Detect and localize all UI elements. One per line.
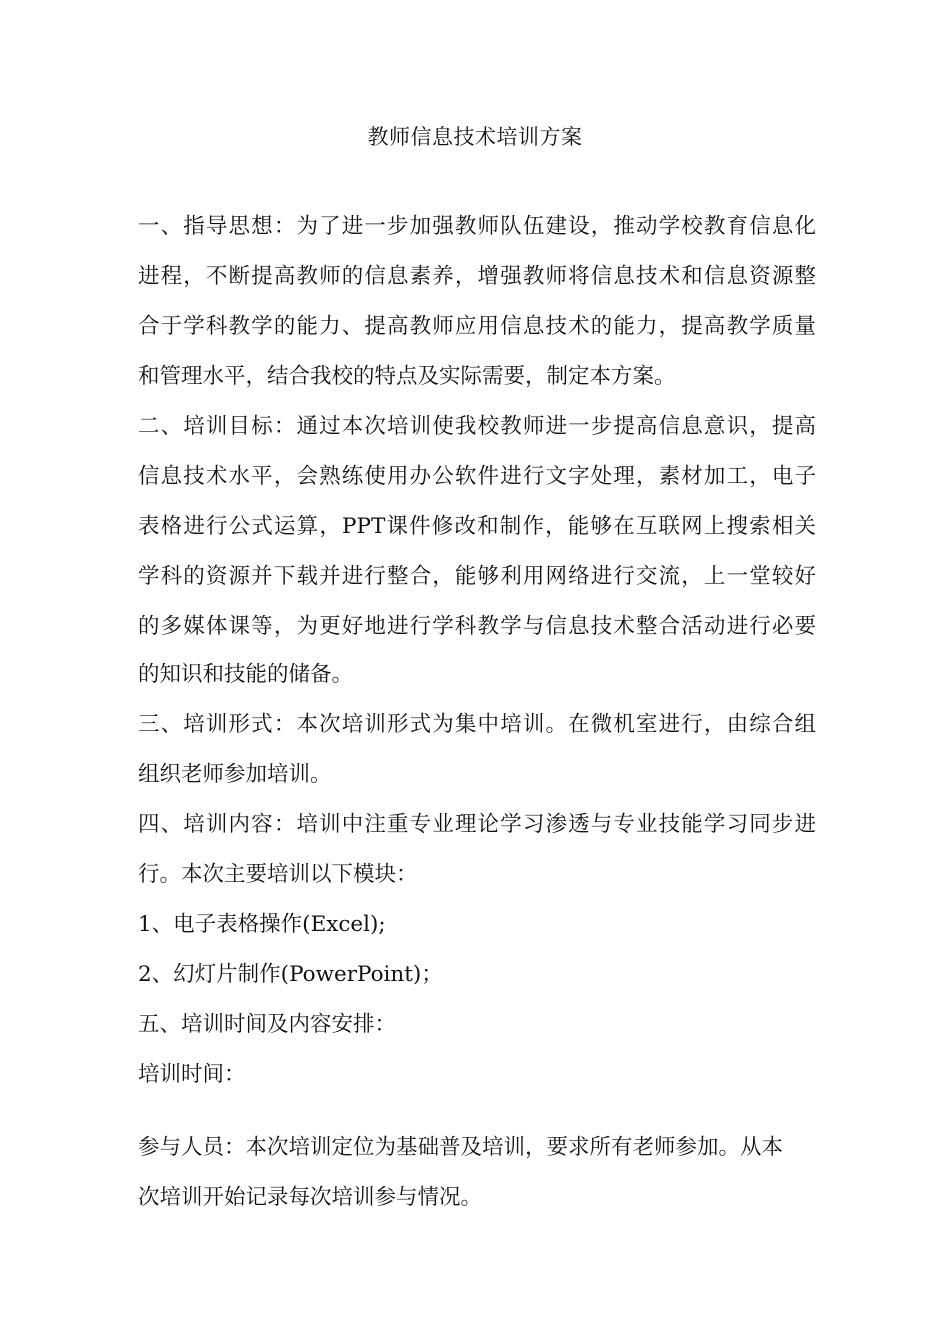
text-line: 次培训开始记录每次培训参与情况。 <box>138 1185 483 1210</box>
text-line: 的多媒体课等，为更好地进行学科教学与信息技术整合活动进行必要 <box>138 614 816 639</box>
text-line: 参与人员：本次培训定位为基础普及培训，要求所有老师参加。从本 <box>138 1135 784 1160</box>
text-line: 组织老师参加培训。 <box>138 762 332 787</box>
text-line: 信息技术水平，会熟练使用办公软件进行文字处理，素材加工，电子 <box>138 464 816 489</box>
text-line: 2、幻灯片制作(PowerPoint)； <box>138 962 443 987</box>
text-line: 五、培训时间及内容安排： <box>138 1012 397 1037</box>
document-title: 教师信息技术培训方案 <box>367 125 583 149</box>
text-line: 二、培训目标：通过本次培训使我校教师进一步提高信息意识，提高 <box>138 414 816 439</box>
text-line: 行。本次主要培训以下模块： <box>138 862 418 887</box>
text-line: 学科的资源并下载并进行整合，能够利用网络进行交流，上一堂较好 <box>138 564 816 589</box>
text-line: 培训时间： <box>138 1062 246 1087</box>
text-line: 四、培训内容：培训中注重专业理论学习渗透与专业技能学习同步进 <box>138 812 816 837</box>
text-line: 和管理水平，结合我校的特点及实际需要，制定本方案。 <box>138 364 676 389</box>
text-line: 1、电子表格操作(Excel); <box>138 912 386 937</box>
text-line: 三、培训形式：本次培训形式为集中培训。在微机室进行，由综合组 <box>138 712 816 737</box>
text-line: 表格进行公式运算，PPT课件修改和制作，能够在互联网上搜索相关 <box>138 514 816 539</box>
text-line: 的知识和技能的储备。 <box>138 662 354 687</box>
text-line: 一、指导思想：为了进一步加强教师队伍建设，推动学校教育信息化 <box>138 214 816 239</box>
text-line: 合于学科教学的能力、提高教师应用信息技术的能力，提高教学质量 <box>138 314 816 339</box>
text-line: 进程，不断提高教师的信息素养，增强教师将信息技术和信息资源整 <box>138 264 816 289</box>
